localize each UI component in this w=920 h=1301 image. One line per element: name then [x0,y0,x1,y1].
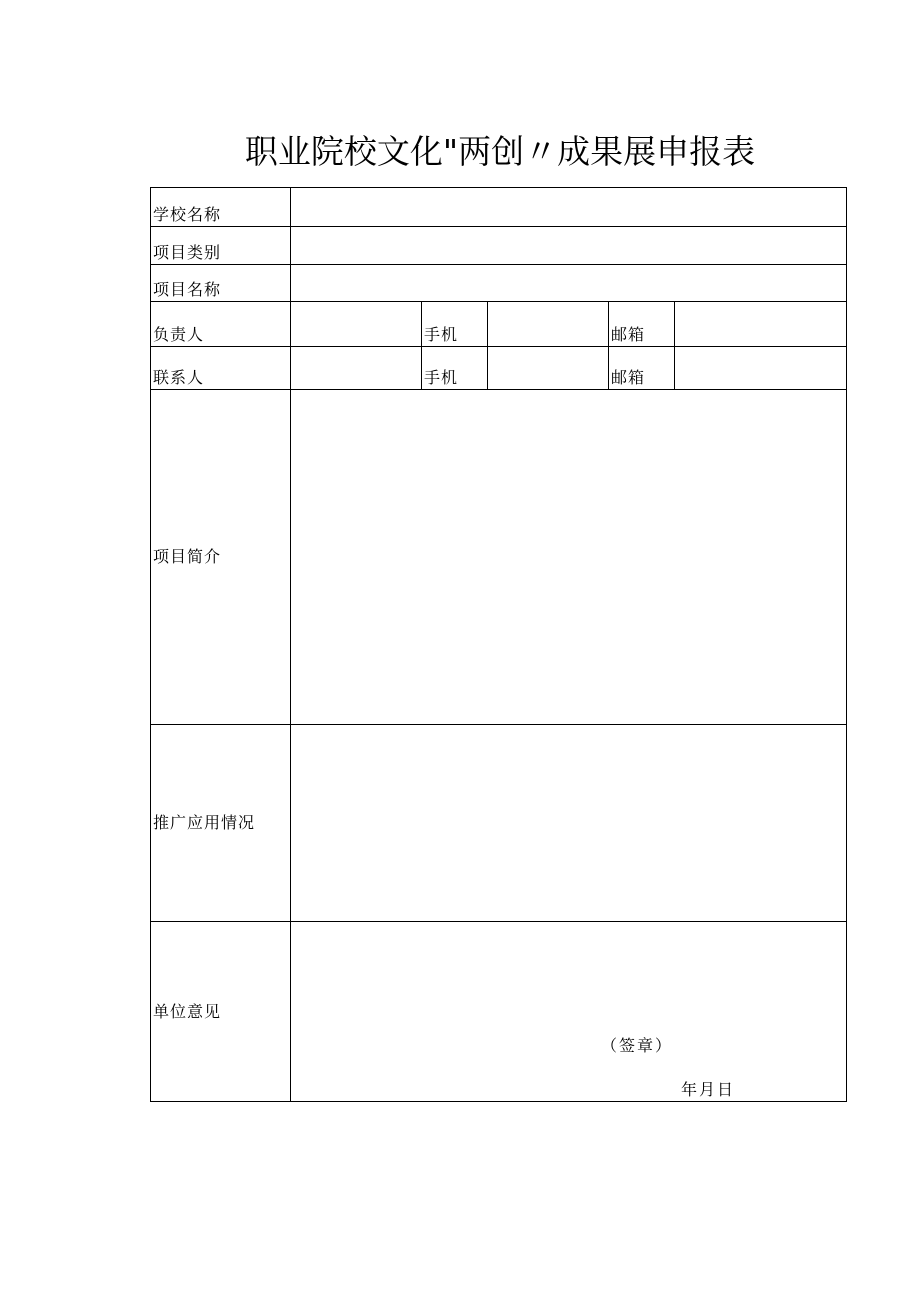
contact-email-label: 邮箱 [609,347,675,390]
row-intro [151,390,847,725]
contact-email-field[interactable] [675,347,847,390]
application-form-table [150,187,847,1102]
leader-email-field[interactable] [675,302,847,347]
leader-phone-field[interactable] [488,302,609,347]
leader-email-label: 邮箱 [609,302,675,347]
intro-field[interactable] [291,390,847,725]
leader-label: 负责人 [151,302,291,347]
opinion-label: 单位意见 [151,922,291,1102]
school-name-label: 学校名称 [151,188,291,227]
row-project-category [151,227,847,265]
project-name-label: 项目名称 [151,265,291,302]
contact-label: 联系人 [151,347,291,390]
school-name-field[interactable] [291,188,847,227]
row-leader [151,302,847,347]
intro-label: 项目简介 [151,390,291,725]
date-text: 年月日 [681,1080,736,1099]
application-field[interactable] [291,725,847,922]
contact-field[interactable] [291,347,422,390]
project-category-label: 项目类别 [151,227,291,265]
project-name-field[interactable] [291,265,847,302]
row-contact [151,347,847,390]
project-category-field[interactable] [291,227,847,265]
row-application [151,725,847,922]
leader-phone-label: 手机 [422,302,488,347]
row-project-name [151,265,847,302]
contact-phone-field[interactable] [488,347,609,390]
contact-phone-label: 手机 [422,347,488,390]
row-school-name [151,188,847,227]
seal-text: （签章） [601,1036,674,1055]
opinion-field[interactable] [291,922,847,1102]
leader-field[interactable] [291,302,422,347]
application-label: 推广应用情况 [151,725,291,922]
form-title: 职业院校文化"两创〃成果展申报表 [244,132,756,171]
row-opinion [151,922,847,1102]
